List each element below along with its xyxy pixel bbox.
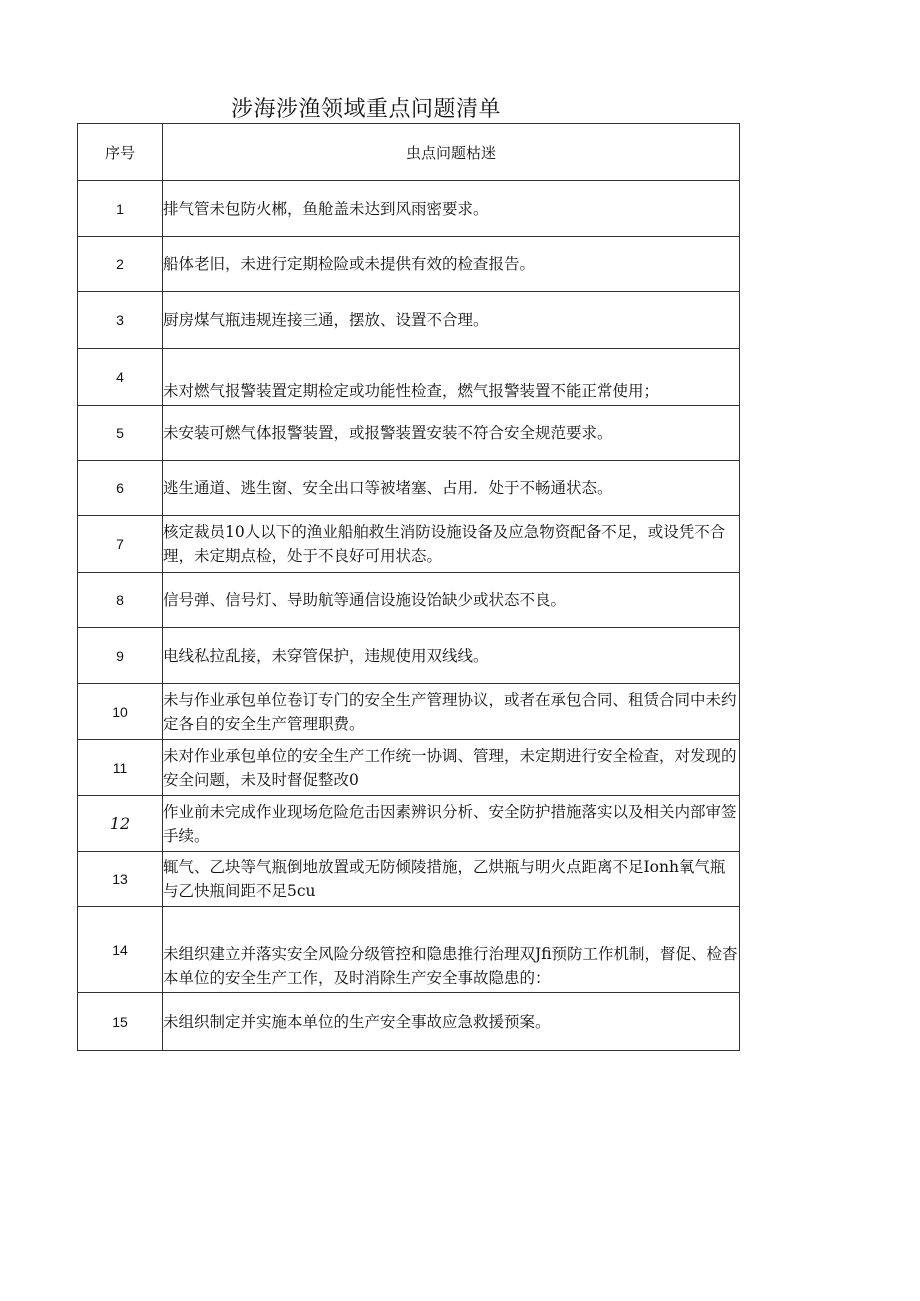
row-number: 11 [78,740,163,796]
issue-description [163,406,740,461]
issue-description [163,516,740,573]
row-number: 5 [78,406,163,461]
issue-text: 核定裁员10人以下的渔业船舶救生消防设施设备及应急物资配备不足，或设凭不合理，未定期点检，处于不良好可用状态。 [163,523,726,565]
table-row [78,237,740,292]
table-header-row [78,124,740,181]
issue-description [163,461,740,516]
issue-description [163,993,740,1051]
row-number: 15 [78,993,163,1051]
table-row [78,181,740,237]
row-number: 4 [78,349,163,406]
issue-text: 未组织制定并实施本单位的生产安全事故应急救援预案。 [163,1012,551,1031]
row-number: 14 [78,907,163,993]
issue-text: 未安装可燃气体报警装置，或报警装置安装不符合安全规范要求。 [163,424,613,442]
row-number: 10 [78,684,163,740]
table-row [78,461,740,516]
issue-text: 排气管未包防火郴，鱼舱盖未达到风雨密要求。 [163,199,489,218]
table-row [78,684,740,740]
number-column-header: 序号 [78,124,163,181]
issue-text: 厨房煤气瓶违规连接三通，摆放、设置不合理。 [163,311,489,329]
issue-description [163,292,740,349]
issue-text: 船体老旧，未进行定期检险或未提供有效的检查报告。 [163,255,536,273]
table-row [78,573,740,628]
issue-text: 辄气、乙块等气瓶倒地放置或无防倾陵措施，乙烘瓶与明火点距离不足Ionh氧气瓶与乙快瓶间距不足5cu [163,858,726,900]
table-row [78,292,740,349]
issue-description [163,684,740,740]
issue-description [163,349,740,406]
issue-description [163,907,740,993]
table-row [78,852,740,907]
issue-text: 未对作业承包单位的安全生产工作统一协调、管理，未定期进行安全检查，对发现的安全问题，未及时督促整改0 [163,746,737,789]
table-row [78,628,740,684]
table-row [78,796,740,852]
issue-text: 电线私拉乱接，未穿管保护，违规使用双线线。 [163,646,489,665]
issue-description [163,852,740,907]
issue-description [163,740,740,796]
table-row [78,907,740,993]
issue-description [163,573,740,628]
issues-table [77,123,740,1051]
table-row [78,516,740,573]
row-number: 9 [78,628,163,684]
table-row [78,406,740,461]
issue-description [163,796,740,852]
row-number: 1 [78,181,163,237]
page-title: 涉海涉渔领域重点问题清单 [231,97,502,122]
issue-description [163,628,740,684]
table-row [78,993,740,1051]
issue-text: 未组织建立并落实安全风险分级管控和隐患推行治理双Jfi预防工作机制，督促、检杳本单位的安全生产工作，及时消除生产安全事故隐患的： [163,945,738,987]
row-number: 12 [78,796,163,852]
row-number: 6 [78,461,163,516]
issue-description [163,181,740,237]
row-number: 13 [78,852,163,907]
description-column-header: 虫点问题枯迷 [163,124,740,181]
row-number: 2 [78,237,163,292]
issue-text: 逃生通道、逃生窗、安全出口等被堵塞、占用．处于不畅通状态。 [163,479,613,497]
table-row [78,349,740,406]
table-row [78,740,740,796]
issue-description [163,237,740,292]
issue-text: 未对燃气报警装置定期检定或功能性检查，燃气报警装置不能正常使用； [163,382,660,400]
row-number: 3 [78,292,163,349]
issue-text: 未与作业承包单位卷订专门的安全生产管理协议，或者在承包合同、租赁合同中未约定各自的安全生产管理职费。 [163,690,737,733]
issue-text: 作业前未完成作业现场危险危击因素辨识分析、安全防护措施落实以及相关内部审签手续。 [163,802,737,845]
row-number: 7 [78,516,163,573]
issue-text: 信号弹、信号灯、导助航等通信设施设饴缺少或状态不良。 [163,591,567,609]
row-number: 8 [78,573,163,628]
